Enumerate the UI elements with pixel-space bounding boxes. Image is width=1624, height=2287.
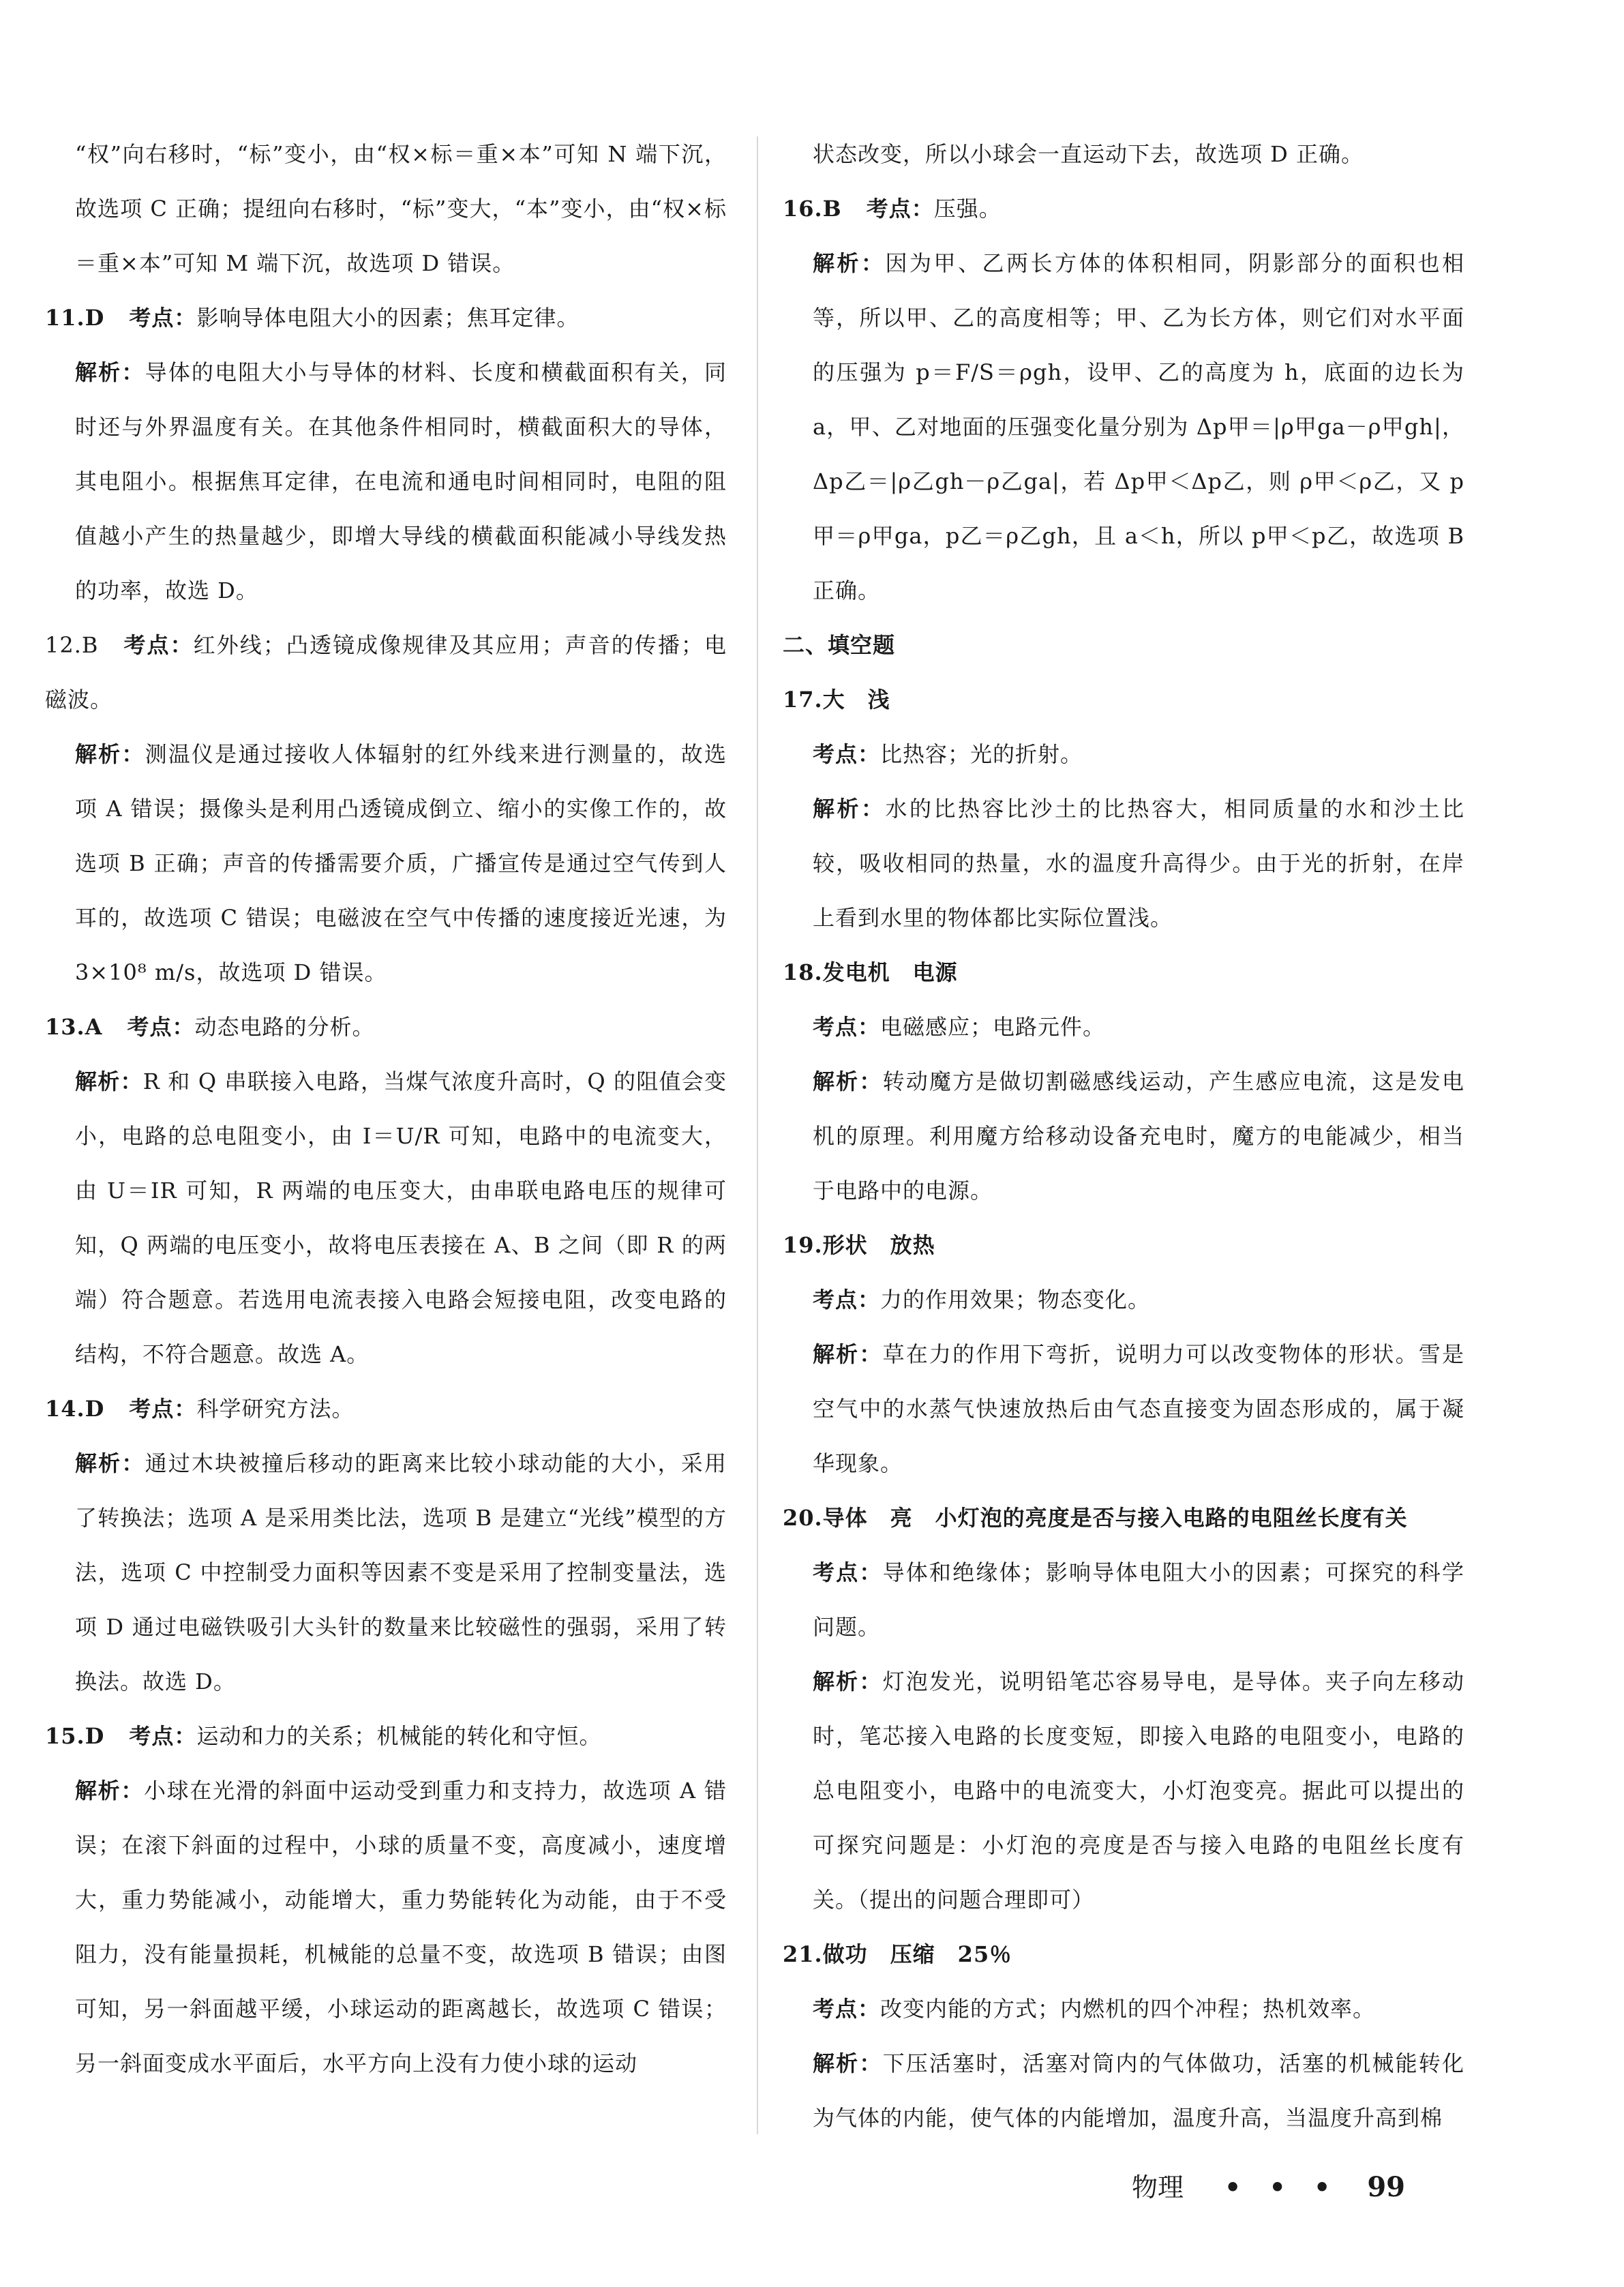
keypoint-text: 影响导体电阻大小的因素；焦耳定律。: [196, 305, 580, 331]
explanation-label: 解析：: [75, 741, 145, 767]
continued-text: 状态改变，所以小球会一直运动下去，故选项 D 正确。: [813, 141, 1364, 167]
continued-text: “权”向右移时，“标”变小，由“权×标＝重×本”可知 N 端下沉，故选项 C 正确；提纽向右移时，“标”变大，“本”变小，由“权×标＝重×本”可知 M 端下沉，故选项 D 错误。: [75, 141, 727, 276]
keypoint-text: 动态电路的分析。: [194, 1014, 375, 1040]
answer-15: [45, 1709, 727, 2091]
answer-12: [45, 618, 727, 1000]
keypoint-text: 力的作用效果；物态变化。: [880, 1287, 1151, 1313]
explanation-text: 水的比热容比沙土的比热容大，相同质量的水和沙土比较，吸收相同的热量，水的温度升高得少。由于光的折射，在岸上看到水里的物体都比实际位置浅。: [813, 796, 1464, 931]
answer-label: 18.发电机 电源: [783, 959, 958, 985]
answer-14: [45, 1381, 727, 1709]
keypoint-label: 考点：: [813, 741, 881, 767]
explanation-label: 解析：: [813, 1068, 883, 1094]
answer-label: 15.D: [45, 1723, 105, 1749]
answer-20: [783, 1491, 1464, 1927]
explanation-label: 解析：: [813, 2050, 883, 2076]
answer-label: 14.D: [45, 1396, 105, 1422]
keypoint-text: 导体和绝缘体；影响导体电阻大小的因素；可探究的科学问题。: [813, 1559, 1464, 1640]
column-divider: [757, 136, 758, 2134]
answer-label: 12.B: [45, 632, 99, 658]
keypoint-text: 改变内能的方式；内燃机的四个冲程；热机效率。: [880, 1996, 1376, 2022]
decorative-dots: • • •: [1224, 2172, 1340, 2202]
explanation-label: 解析：: [813, 796, 886, 822]
keypoint-text: 红外线；凸透镜成像规律及其应用；声音的传播；电磁波。: [45, 632, 727, 713]
explanation-text: 因为甲、乙两长方体的体积相同，阴影部分的面积也相等，所以甲、乙的高度相等；甲、乙为长方体，则它们对水平面的压强为 p＝F/S＝ρgh，设甲、乙的高度为 h，底面的边长为 a，甲、乙对地面的压强变化量分别为 Δp甲＝|ρ甲ga－ρ甲gh|，Δp乙＝|ρ乙gh－ρ乙ga|，若 Δp甲＜Δp乙，则 ρ甲＜ρ乙，又 p甲＝ρ甲ga，p乙＝ρ乙gh，且 a＜h，所以 p甲＜p乙，故选项 B 正确。: [813, 250, 1464, 603]
answer-label: 16.B: [783, 196, 842, 222]
keypoint-label: 考点：: [813, 1559, 883, 1585]
answer-label: 19.形状 放热: [783, 1232, 935, 1258]
keypoint-label: 考点：: [127, 1014, 195, 1040]
keypoint-label: 考点：: [123, 632, 194, 658]
keypoint-label: 考点：: [813, 1014, 881, 1040]
explanation-text: 导体的电阻大小与导体的材料、长度和横截面积有关，同时还与外界温度有关。在其他条件相同时，横截面积大的导体，其电阻小。根据焦耳定律，在电流和通电时间相同时，电阻的阻值越小产生的热量越少，即增大导线的横截面积能减小导线发热的功率，故选 D。: [75, 359, 727, 603]
explanation-text: 通过木块被撞后移动的距离来比较小球动能的大小，采用了转换法；选项 A 是采用类比法，选项 B 是建立“光线”模型的方法，选项 C 中控制受力面积等因素不变是采用了控制变量法，选项 D 通过电磁铁吸引大头针的数量来比较磁性的强弱，采用了转换法。故选 D。: [75, 1450, 727, 1694]
answer-label: 13.A: [45, 1014, 103, 1040]
answer-13: [45, 1000, 727, 1381]
explanation-text: 转动魔方是做切割磁感线运动，产生感应电流，这是发电机的原理。利用魔方给移动设备充电时，魔方的电能减少，相当于电路中的电源。: [813, 1068, 1464, 1204]
answer-11: [45, 290, 727, 618]
page-number: 99: [1367, 2171, 1406, 2203]
explanation-text: 小球在光滑的斜面中运动受到重力和支持力，故选项 A 错误；在滚下斜面的过程中，小球的质量不变，高度减小，速度增大，重力势能减小，动能增大，重力势能转化为动能，由于不受阻力，没有能量损耗，机械能的总量不变，故选项 B 错误；由图可知，另一斜面越平缓，小球运动的距离越长，故选项 C 错误；另一斜面变成水平面后，水平方向上没有力使小球的运动: [75, 1778, 727, 2076]
keypoint-text: 压强。: [933, 196, 1002, 222]
left-column: [45, 127, 727, 2091]
explanation-label: 解析：: [75, 1450, 145, 1476]
keypoint-label: 考点：: [813, 1287, 881, 1313]
explanation-text: R 和 Q 串联接入电路，当煤气浓度升高时，Q 的阻值会变小，电路的总电阻变小，由 I＝U/R 可知，电路中的电流变大，由 U＝IR 可知，R 两端的电压变大，由串联电路电压的规律可知，Q 两端的电压变小，故将电压表接在 A、B 之间（即 R 的两端）符合题意。若选用电流表接入电路会短接电阻，改变电路的结构，不符合题意。故选 A。: [75, 1068, 727, 1367]
keypoint-text: 科学研究方法。: [196, 1396, 355, 1422]
explanation-text: 下压活塞时，活塞对筒内的气体做功，活塞的机械能转化为气体的内能，使气体的内能增加，温度升高，当温度升高到棉: [813, 2050, 1464, 2131]
answer-19: [783, 1218, 1464, 1491]
explanation-label: 解析：: [813, 1669, 883, 1694]
answer-label: 20.导体 亮 小灯泡的亮度是否与接入电路的电阻丝长度有关: [783, 1505, 1408, 1531]
explanation-label: 解析：: [75, 1068, 143, 1094]
answer-label: 17.大 浅: [783, 687, 890, 713]
keypoint-text: 比热容；光的折射。: [880, 741, 1083, 767]
subject-label: 物理: [1132, 2172, 1184, 2202]
page-footer: [1132, 2167, 1405, 2208]
answer-label: 11.D: [45, 305, 105, 331]
keypoint-text: 电磁感应；电路元件。: [880, 1014, 1106, 1040]
explanation-label: 解析：: [75, 359, 145, 385]
keypoint-label: 考点：: [129, 1396, 197, 1422]
explanation-label: 解析：: [75, 1778, 144, 1804]
keypoint-text: 运动和力的关系；机械能的转化和守恒。: [196, 1723, 602, 1749]
answer-16: [783, 181, 1464, 618]
explanation-text: 测温仪是通过接收人体辐射的红外线来进行测量的，故选项 A 错误；摄像头是利用凸透镜成倒立、缩小的实像工作的，故选项 B 正确；声音的传播需要介质，广播宣传是通过空气传到人耳的，故选项 C 错误；电磁波在空气中传播的速度接近光速，为 3×10⁸ m/s，故选项 D 错误。: [75, 741, 727, 985]
answer-label: 21.做功 压缩 25％: [783, 1941, 1012, 1967]
explanation-label: 解析：: [813, 250, 886, 276]
keypoint-label: 考点：: [866, 196, 934, 222]
section-heading: 二、填空题: [783, 632, 896, 658]
keypoint-label: 考点：: [129, 305, 197, 331]
keypoint-label: 考点：: [813, 1996, 881, 2022]
keypoint-label: 考点：: [129, 1723, 197, 1749]
answer-18: [783, 945, 1464, 1218]
answer-17: [783, 672, 1464, 945]
right-column: [783, 127, 1464, 2145]
answer-21: [783, 1927, 1464, 2145]
explanation-label: 解析：: [813, 1341, 883, 1367]
explanation-text: 草在力的作用下弯折，说明力可以改变物体的形状。雪是空气中的水蒸气快速放热后由气态直接变为固态形成的，属于凝华现象。: [813, 1341, 1464, 1476]
explanation-text: 灯泡发光，说明铅笔芯容易导电，是导体。夹子向左移动时，笔芯接入电路的长度变短，即接入电路的电阻变小，电路的总电阻变小，电路中的电流变大，小灯泡变亮。据此可以提出的可探究问题是：小灯泡的亮度是否与接入电路的电阻丝长度有关。（提出的问题合理即可）: [813, 1669, 1464, 1913]
